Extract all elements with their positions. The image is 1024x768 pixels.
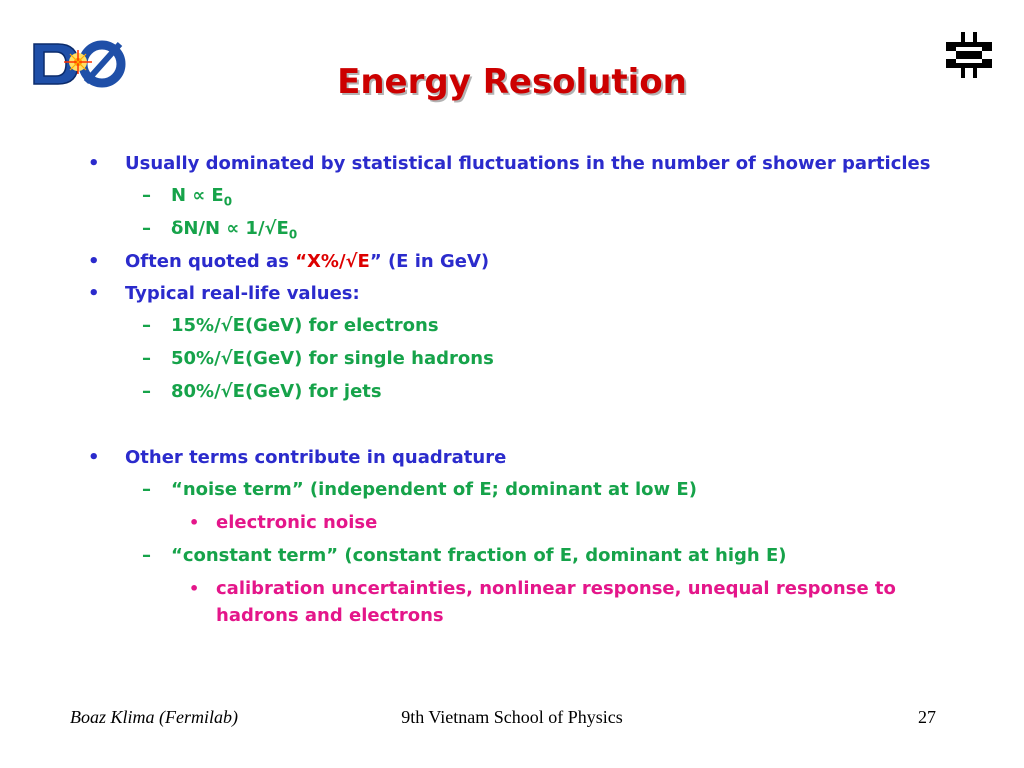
dash-marker: – (142, 479, 151, 500)
bullet-text-suffix: (E in GeV) (381, 251, 490, 272)
bullet-other-terms (86, 444, 966, 471)
subsubbullet-text: electronic noise (216, 512, 378, 533)
formula-text: δN/N ∝ 1/√E (171, 218, 289, 239)
subbullet-text: “constant term” (constant fraction of E, dominant at high E) (171, 545, 787, 566)
dash-marker: – (142, 185, 151, 206)
dash-marker: – (142, 348, 151, 369)
subbullet-text: 15%/√E(GeV) for electrons (171, 315, 439, 336)
subbullet-n-proportional (86, 182, 966, 209)
subbullet-text: 50%/√E(GeV) for single hadrons (171, 348, 494, 369)
bullet-text: Usually dominated by statistical fluctuations in the number of shower particles (125, 153, 931, 174)
dash-marker: – (142, 545, 151, 566)
bullet-marker: • (88, 283, 100, 304)
bullet-marker: • (88, 251, 100, 272)
subbullet-noise-term (86, 476, 966, 503)
dash-marker: – (142, 218, 151, 239)
subbullet-text: “noise term” (independent of E; dominant at low E) (171, 479, 697, 500)
formula-subscript: 0 (223, 194, 233, 209)
subbullet-relative-fluctuation (86, 215, 966, 242)
spacer (86, 411, 966, 444)
bullet-text: Typical real-life values: (125, 283, 360, 304)
subbullet-jets (86, 378, 966, 405)
subbullet-electrons (86, 312, 966, 339)
quote-open: “ (295, 251, 308, 272)
bullet-statistical-fluctuations (86, 150, 966, 177)
subbullet-single-hadrons (86, 345, 966, 372)
bullet-marker: • (189, 579, 200, 598)
footer-event: 9th Vietnam School of Physics (401, 707, 623, 727)
bullet-often-quoted (86, 248, 966, 275)
bullet-marker: • (88, 447, 100, 468)
bullet-text: Often quoted as (125, 251, 296, 272)
dash-marker: – (142, 381, 151, 402)
formula-text: N ∝ E (171, 185, 224, 206)
bullet-typical-values (86, 280, 966, 307)
slide-title: Energy Resolution (337, 62, 687, 102)
quote-close: ” (369, 251, 382, 272)
subsubbullet-calibration (86, 575, 966, 629)
bullet-marker: • (88, 153, 100, 174)
subsubbullet-text: calibration uncertainties, nonlinear response, unequal response to hadrons and electrons (216, 578, 896, 626)
page-number: 27 (918, 707, 936, 727)
footer-author: Boaz Klima (Fermilab) (70, 707, 238, 727)
bullet-text: Other terms contribute in quadrature (125, 447, 507, 468)
resolution-formula: X%/√E (307, 251, 370, 272)
subbullet-text: 80%/√E(GeV) for jets (171, 381, 382, 402)
subsubbullet-electronic-noise (86, 509, 966, 536)
dash-marker: – (142, 315, 151, 336)
subbullet-constant-term (86, 542, 966, 569)
slide-content (86, 150, 966, 635)
formula-subscript: 0 (288, 227, 298, 242)
bullet-marker: • (189, 513, 200, 532)
